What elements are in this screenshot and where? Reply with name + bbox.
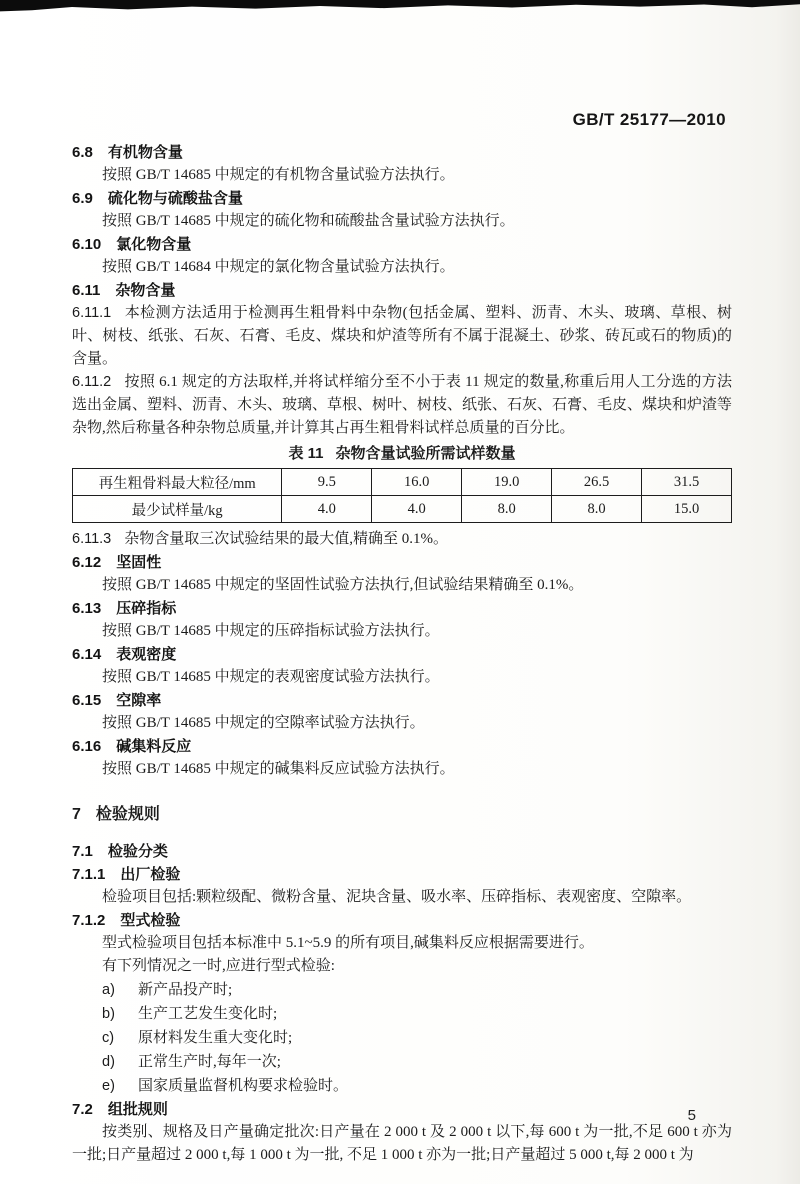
list-item-label: b) [102, 1006, 115, 1022]
table-cell: 9.5 [282, 469, 372, 496]
paragraph-7-2: 按类别、规格及日产量确定批次:日产量在 2 000 t 及 2 000 t 以下,每 600 t 为一批,不足 600 t 亦为一批;日产量超过 2 000 t,每 1 000 t 为一批, 不足 1 000 t 亦为一批;日产量超过 5 000 t,每 2 000 t 为 [72, 1124, 732, 1163]
paragraph-6-14: 按照 GB/T 14685 中规定的表观密度试验方法执行。 [102, 669, 440, 685]
list-item-text: 原材料发生重大变化时; [138, 1030, 293, 1046]
table-caption [72, 443, 732, 465]
heading-6-13 [72, 597, 732, 620]
list-item-label: d) [102, 1054, 115, 1070]
heading-7-1 [72, 840, 732, 863]
heading-6-16 [72, 735, 732, 758]
table-cell: 4.0 [282, 496, 372, 523]
heading-title: 出厂检验 [120, 866, 181, 883]
table-row-max-particle-size [73, 469, 732, 496]
table-cell: 26.5 [552, 469, 642, 496]
heading-6-11 [72, 279, 732, 302]
heading-number: 6.16 [72, 738, 102, 755]
clause-6-11-3 [72, 528, 732, 551]
list-item-label: a) [102, 982, 115, 998]
clause-text: 按照 6.1 规定的方法取样,并将试样缩分至不小于表 11 规定的数量,称重后用人工分选的方法选出金属、塑料、沥青、木头、玻璃、草根、树叶、树枝、纸张、石灰、石膏、毛皮、煤块和炉渣等杂物,然后称量各种杂物总质量,并计算其占再生粗骨料试样总质量的百分比。 [72, 374, 733, 436]
heading-number: 6.10 [72, 236, 102, 253]
paragraph-6-13: 按照 GB/T 14685 中规定的压碎指标试验方法执行。 [102, 623, 440, 639]
heading-6-15 [72, 689, 732, 712]
heading-title: 检验分类 [107, 843, 168, 860]
heading-title: 杂物含量 [115, 282, 176, 299]
table-11 [72, 468, 732, 523]
heading-6-12 [72, 551, 732, 574]
table-row-min-sample-mass [73, 496, 732, 523]
table-cell: 15.0 [642, 496, 732, 523]
clause-6-11-2 [72, 371, 732, 440]
heading-number: 7.2 [72, 1101, 93, 1118]
paragraph-6-8: 按照 GB/T 14685 中规定的有机物含量试验方法执行。 [102, 167, 455, 183]
list-item-text: 生产工艺发生变化时; [138, 1006, 278, 1022]
heading-number: 7.1 [72, 843, 93, 860]
clause-6-11-1 [72, 302, 732, 371]
table-cell: 8.0 [552, 496, 642, 523]
paragraph-7-1-2b: 有下列情况之一时,应进行型式检验: [102, 958, 335, 974]
heading-number: 7.1.2 [72, 912, 106, 929]
clause-number: 6.11.3 [72, 531, 112, 547]
table-caption-label: 表 11 [288, 445, 324, 462]
heading-title: 空隙率 [116, 692, 162, 709]
paragraph-6-16: 按照 GB/T 14685 中规定的碱集料反应试验方法执行。 [102, 761, 455, 777]
paragraph-6-12: 按照 GB/T 14685 中规定的坚固性试验方法执行,但试验结果精确至 0.1%。 [102, 577, 584, 593]
paragraph-7-1-1: 检验项目包括:颗粒级配、微粉含量、泥块含量、吸水率、压碎指标、表观密度、空隙率。 [102, 889, 692, 905]
heading-title: 氯化物含量 [116, 236, 192, 253]
heading-title: 硫化物与硫酸盐含量 [107, 190, 243, 207]
heading-7-2 [72, 1098, 732, 1121]
page-number: 5 [687, 1107, 696, 1124]
list-item-text: 正常生产时,每年一次; [138, 1054, 281, 1070]
heading-number: 6.14 [72, 646, 102, 663]
list-item-text: 新产品投产时; [138, 982, 233, 998]
clause-text: 本检测方法适用于检测再生粗骨料中杂物(包括金属、塑料、沥青、木头、玻璃、草根、树叶、树枝、纸张、石灰、石膏、毛皮、煤块和炉渣等所有不属于混凝土、砂浆、砖瓦或石的物质)的含量。 [72, 305, 732, 367]
table-row-label: 再生粗骨料最大粒径/mm [73, 469, 282, 496]
paragraph-6-15: 按照 GB/T 14685 中规定的空隙率试验方法执行。 [102, 715, 425, 731]
table-cell: 16.0 [372, 469, 462, 496]
heading-number: 6.13 [72, 600, 102, 617]
heading-6-14 [72, 643, 732, 666]
chapter-number: 7 [72, 806, 81, 823]
table-cell: 4.0 [372, 496, 462, 523]
paragraph-6-9: 按照 GB/T 14685 中规定的硫化物和硫酸盐含量试验方法执行。 [102, 213, 515, 229]
list-item-label: e) [102, 1078, 115, 1094]
heading-number: 6.11 [72, 282, 101, 299]
heading-title: 有机物含量 [107, 144, 183, 161]
list-item-c [102, 1026, 732, 1050]
paragraph-6-10: 按照 GB/T 14684 中规定的氯化物含量试验方法执行。 [102, 259, 455, 275]
chapter-7-heading [72, 803, 732, 827]
list-item-text: 国家质量监督机构要求检验时。 [138, 1078, 349, 1094]
list-item-e [102, 1074, 732, 1098]
heading-6-8 [72, 141, 732, 164]
heading-title: 组批规则 [107, 1101, 168, 1118]
heading-6-10 [72, 233, 732, 256]
document-content [72, 141, 732, 1167]
heading-title: 压碎指标 [116, 600, 177, 617]
table-caption-title: 杂物含量试验所需试样数量 [335, 445, 516, 462]
chapter-title: 检验规则 [95, 806, 160, 823]
list-item-b [102, 1002, 732, 1026]
list-item-label: c) [102, 1030, 115, 1046]
table-cell: 8.0 [462, 496, 552, 523]
heading-number: 6.15 [72, 692, 102, 709]
heading-title: 表观密度 [116, 646, 177, 663]
table-cell: 31.5 [642, 469, 732, 496]
clause-text: 杂物含量取三次试验结果的最大值,精确至 0.1%。 [124, 531, 448, 547]
heading-number: 6.12 [72, 554, 102, 571]
heading-6-9 [72, 187, 732, 210]
heading-title: 坚固性 [116, 554, 162, 571]
heading-number: 6.8 [72, 144, 93, 161]
table-cell: 19.0 [462, 469, 552, 496]
clause-number: 6.11.2 [72, 374, 112, 390]
list-item-d [102, 1050, 732, 1074]
clause-number: 6.11.1 [72, 305, 112, 321]
heading-number: 7.1.1 [72, 866, 106, 883]
list-item-a [102, 978, 732, 1002]
heading-title: 型式检验 [120, 912, 181, 929]
standard-code: GB/T 25177—2010 [572, 110, 726, 129]
scan-edge-artifact [0, 0, 800, 12]
paragraph-7-1-2a: 型式检验项目包括本标准中 5.1~5.9 的所有项目,碱集料反应根据需要进行。 [102, 935, 594, 951]
heading-title: 碱集料反应 [116, 738, 192, 755]
heading-7-1-2 [72, 909, 732, 932]
heading-number: 6.9 [72, 190, 93, 207]
table-row-label: 最少试样量/kg [73, 496, 282, 523]
heading-7-1-1 [72, 863, 732, 886]
